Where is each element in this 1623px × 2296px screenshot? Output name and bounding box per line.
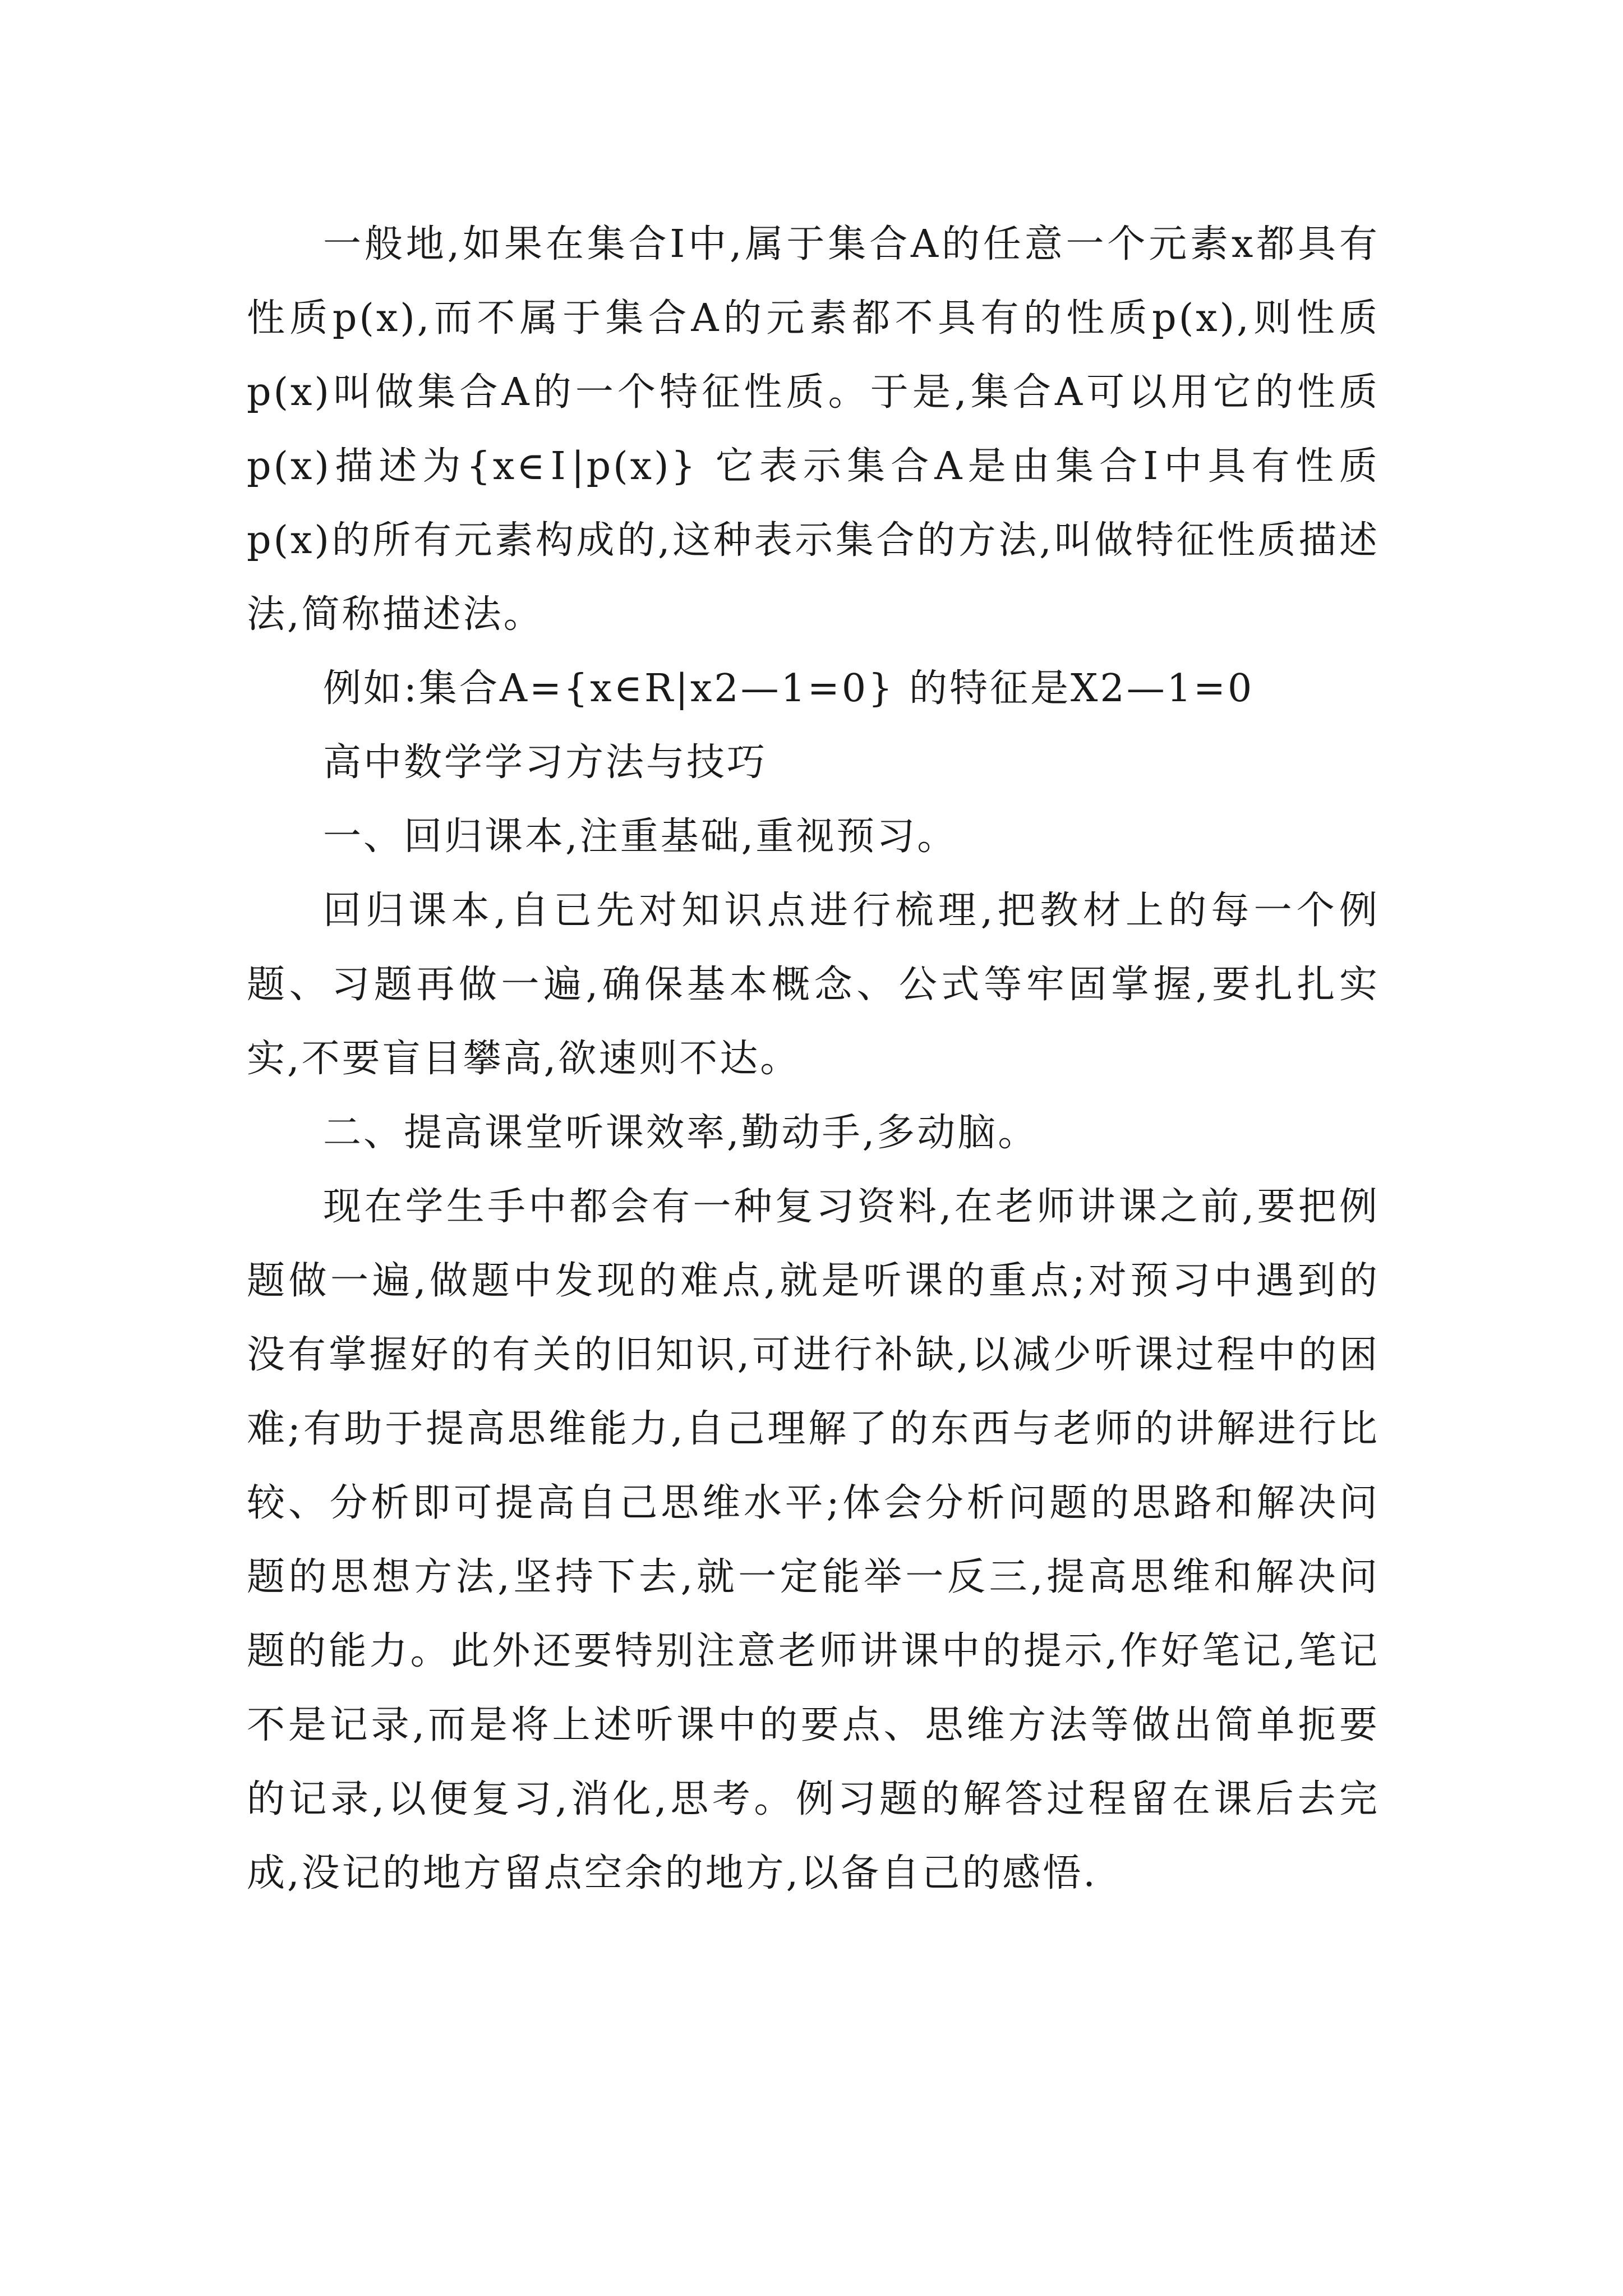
paragraph-class-efficiency: 现在学生手中都会有一种复习资料,在老师讲课之前,要把例题做一遍,做题中发现的难点,就是听课的重点;对预习中遇到的没有掌握好的有关的旧知识,可进行补缺,以减少听课过程中的困难;有助于提高思维能力,自己理解了的东西与老师的讲解进行比较、分析即可提高自己思维水平;体会分析问题的思路和解决问题的思想方法,坚持下去,就一定能举一反三,提高思维和解决问题的能力。此外还要特别注意老师讲课中的提示,作好笔记,笔记不是记录,而是将上述听课中的要点、思维方法等做出简单扼要的记录,以便复习,消化,思考。例习题的解答过程留在课后去完成,没记的地方留点空余的地方,以备自己的感悟.	[247, 1185, 1380, 1895]
subheading-one: 一、回归课本,注重基础,重视预习。	[323, 815, 958, 859]
section-heading: 高中数学学习方法与技巧	[323, 740, 768, 785]
paragraph-textbook-review: 回归课本,自已先对知识点进行梳理,把教材上的每一个例题、习题再做一遍,确保基本概念、公式等牢固掌握,要扎扎实实,不要盲目攀高,欲速则不达。	[247, 889, 1380, 1081]
subheading-two: 二、提高课堂听课效率,勤动手,多动脑。	[323, 1111, 1039, 1155]
document-body	[247, 208, 1380, 1911]
paragraph-example: 例如:集合A={x∈R|x2—1=0} 的特征是X2—1=0	[323, 666, 1255, 711]
paragraph-set-builder-definition: 一般地,如果在集合Ⅰ中,属于集合A的任意一个元素x都具有性质p(x),而不属于集合A的元素都不具有的性质p(x),则性质p(x)叫做集合A的一个特征性质。于是,集合A可以用它的性质p(x)描述为{x∈Ⅰ|p(x)} 它表示集合A是由集合Ⅰ中具有性质p(x)的所有元素构成的,这种表示集合的方法,叫做特征性质描述法,简称描述法。	[247, 222, 1380, 637]
